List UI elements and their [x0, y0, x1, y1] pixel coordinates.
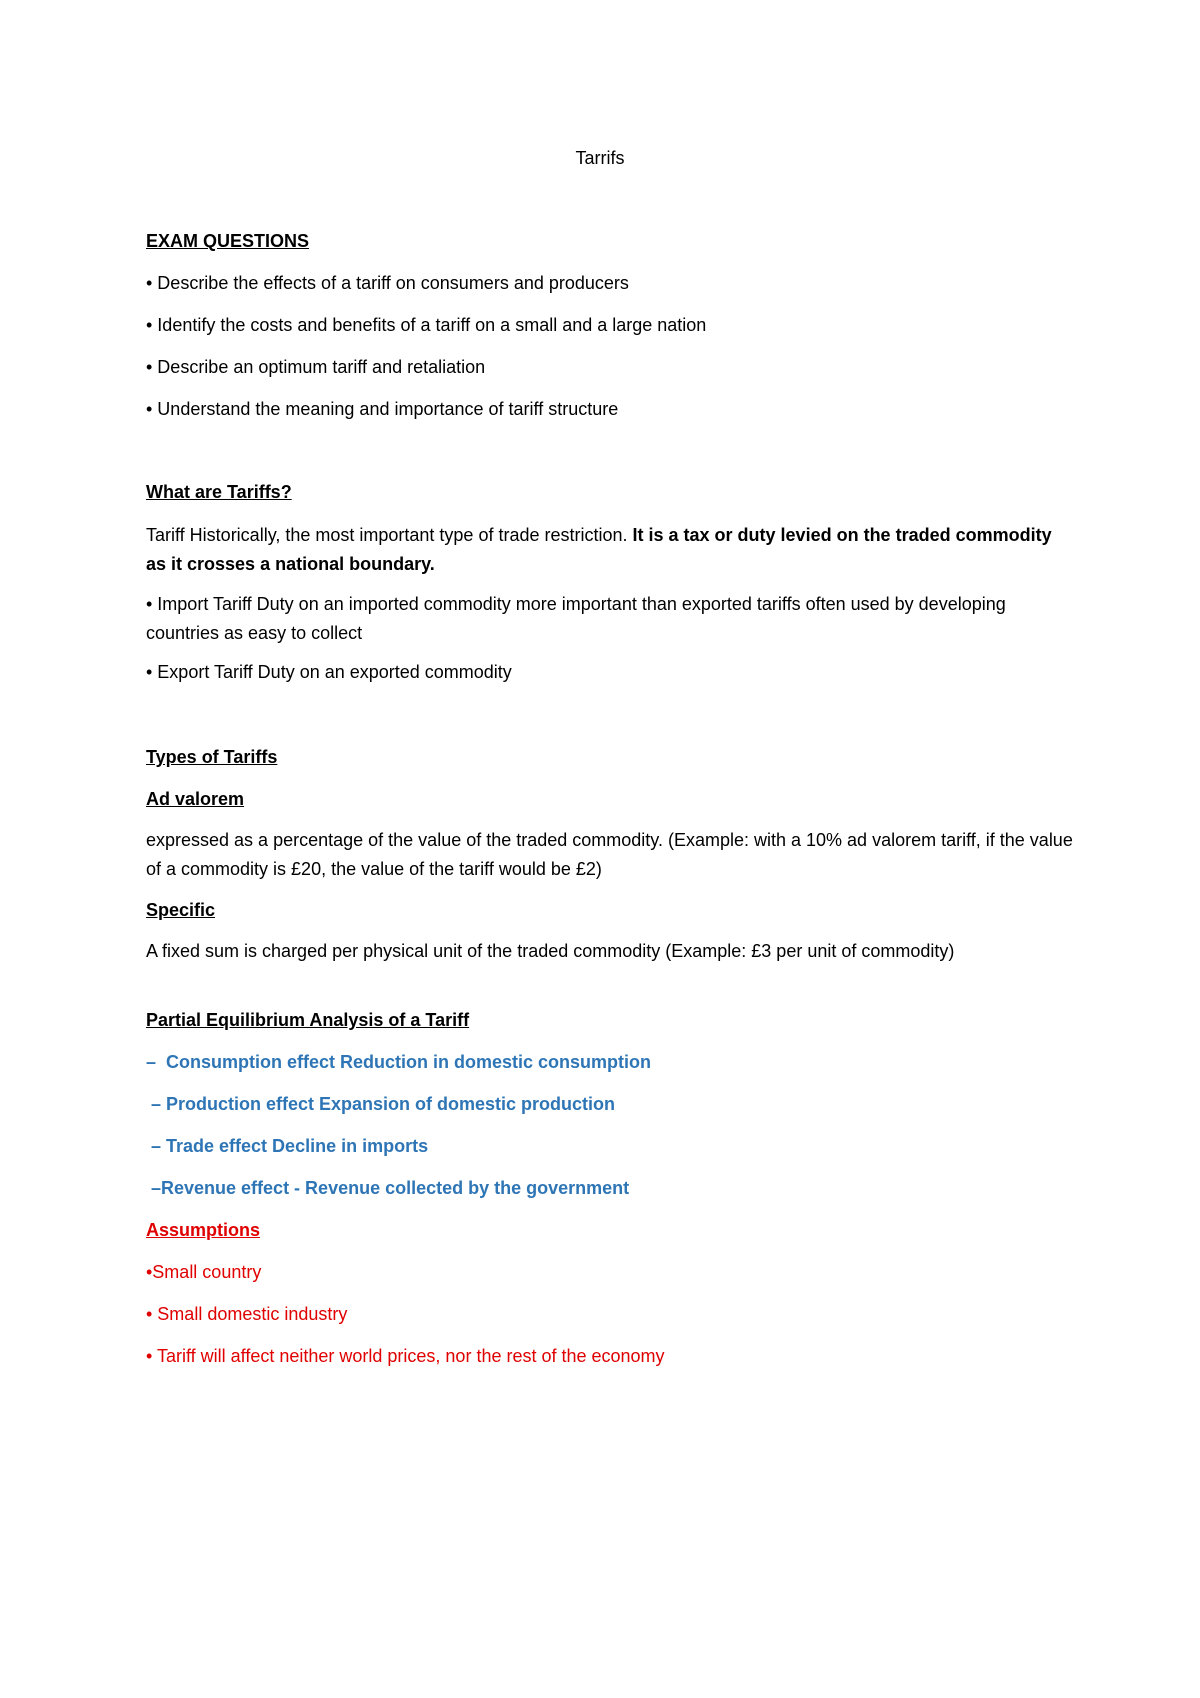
page-title: Tarrifs [575, 148, 625, 168]
assumptions-heading: Assumptions [146, 1220, 261, 1240]
types-of-tariffs-heading: Types of Tariffs [146, 747, 278, 767]
consumption-effect-item: – Consumption effect Reduction in domestic consumption [146, 1052, 652, 1072]
ad-valorem-text: expressed as a percentage of the value of the traded commodity. (Example: with a 10% ad valorem tariff, if the value of a commodity is £20, the value of the tariff would be £2) [146, 830, 1073, 879]
specific-heading: Specific [146, 900, 216, 920]
specific-text: A fixed sum is charged per physical unit of the traded commodity (Example: £3 per unit of commodity) [146, 941, 955, 961]
exam-question-item: • Identify the costs and benefits of a tariff on a small and a large nation [146, 315, 707, 335]
assumption-item: • Tariff will affect neither world prices, nor the rest of the economy [146, 1346, 665, 1366]
tariff-definition-bold: It is a tax or duty levied on the traded commodity as it crosses a national boundary. [146, 525, 1052, 574]
exam-question-item: • Describe the effects of a tariff on consumers and producers [146, 273, 629, 293]
import-tariff-item: • Import Tariff Duty on an imported commodity more important than exported tariffs often used by developing countries as easy to collect [146, 594, 1006, 643]
revenue-effect-item: –Revenue effect - Revenue collected by the government [146, 1178, 630, 1198]
what-are-tariffs-heading: What are Tariffs? [146, 482, 292, 502]
production-effect-item: – Production effect Expansion of domestic production [146, 1094, 616, 1114]
assumption-item: • Small domestic industry [146, 1304, 348, 1324]
exam-questions-heading: EXAM QUESTIONS [146, 231, 310, 251]
tariff-definition-plain: Tariff Historically, the most important type of trade restriction. [146, 525, 633, 545]
assumption-item: •Small country [146, 1262, 262, 1282]
export-tariff-item: • Export Tariff Duty on an exported commodity [146, 662, 512, 682]
tariff-definition-paragraph [146, 521, 1076, 579]
trade-effect-item: – Trade effect Decline in imports [146, 1136, 429, 1156]
partial-equilibrium-heading: Partial Equilibrium Analysis of a Tariff [146, 1010, 470, 1030]
exam-question-item: • Describe an optimum tariff and retaliation [146, 357, 486, 377]
ad-valorem-heading: Ad valorem [146, 789, 245, 809]
exam-question-item: • Understand the meaning and importance of tariff structure [146, 399, 619, 419]
